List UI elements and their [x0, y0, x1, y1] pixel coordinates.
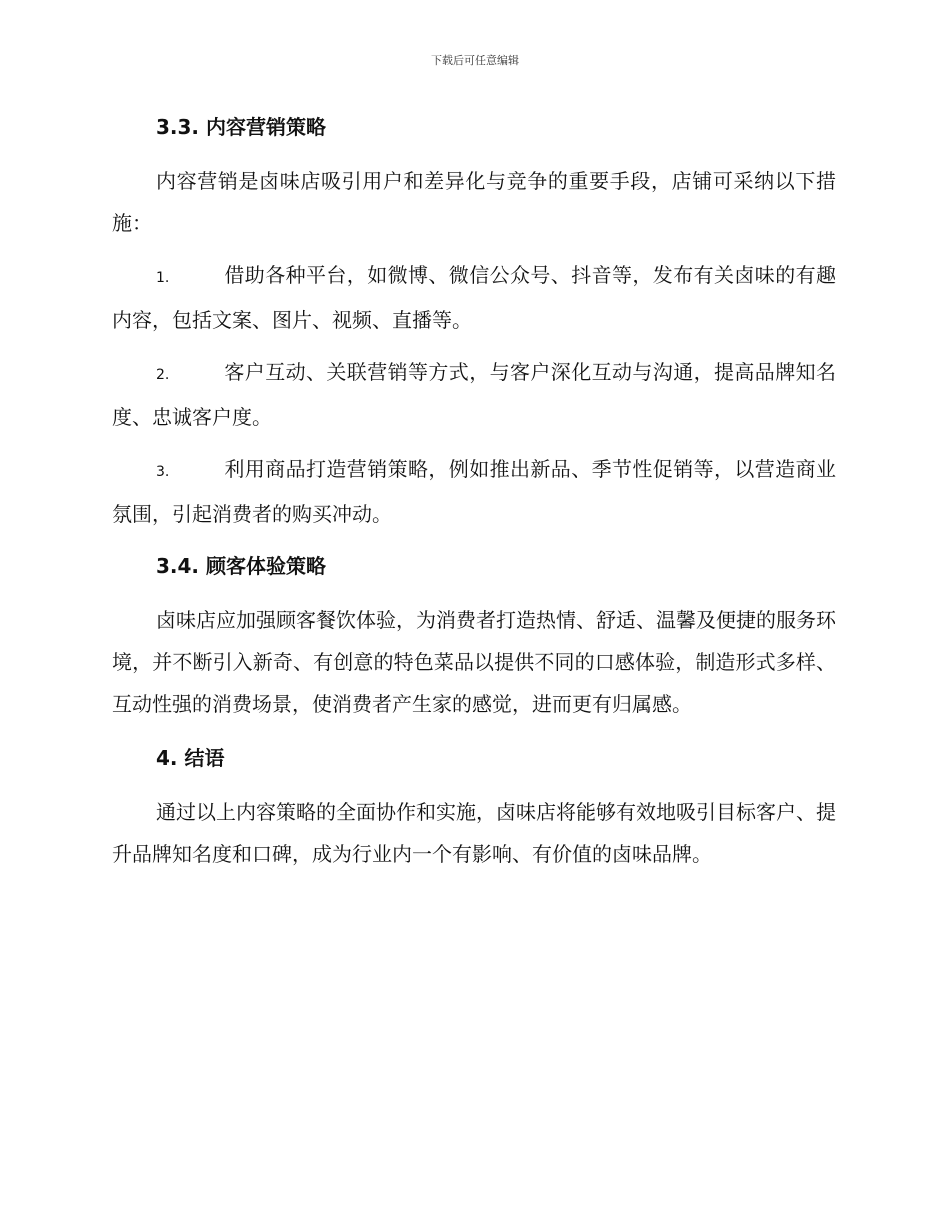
section-3-4-body: 卤味店应加强顾客餐饮体验，为消费者打造热情、舒适、温馨及便捷的服务环境，并不断引入新奇、有创意的特色菜品以提供不同的口感体验，制造形式多样、互动性强的消费场景，使消费者产生家的感觉，进而更有归属感。 — [112, 608, 836, 716]
list-item — [112, 351, 836, 438]
section-heading-3-4: 3.4. 顾客体验策略 — [156, 554, 326, 578]
section-3-3-intro: 内容营销是卤味店吸引用户和差异化与竞争的重要手段，店铺可采纳以下措施： — [112, 169, 836, 235]
document-body — [112, 112, 836, 875]
list-item — [112, 448, 836, 535]
page-header: 下载后可任意编辑 — [431, 54, 519, 67]
section-heading-3-3: 3.3. 内容营销策略 — [156, 115, 326, 139]
list-item-text: 利用商品打造营销策略，例如推出新品、季节性促销等，以营造商业氛围，引起消费者的购买冲动。 — [112, 457, 836, 526]
section-4-body: 通过以上内容策略的全面协作和实施，卤味店将能够有效地吸引目标客户、提升品牌知名度和口碑，成为行业内一个有影响、有价值的卤味品牌。 — [112, 800, 836, 866]
list-item-text: 客户互动、关联营销等方式，与客户深化互动与沟通，提高品牌知名度、忠诚客户度。 — [112, 360, 836, 429]
list-item-number: 1. — [156, 270, 170, 286]
section-heading-4: 4. 结语 — [156, 746, 225, 770]
list-item-number: 2. — [156, 367, 170, 383]
list-item-number: 3. — [156, 464, 170, 480]
list-item — [112, 254, 836, 341]
list-item-text: 借助各种平台，如微博、微信公众号、抖音等，发布有关卤味的有趣内容，包括文案、图片、视频、直播等。 — [112, 263, 836, 332]
